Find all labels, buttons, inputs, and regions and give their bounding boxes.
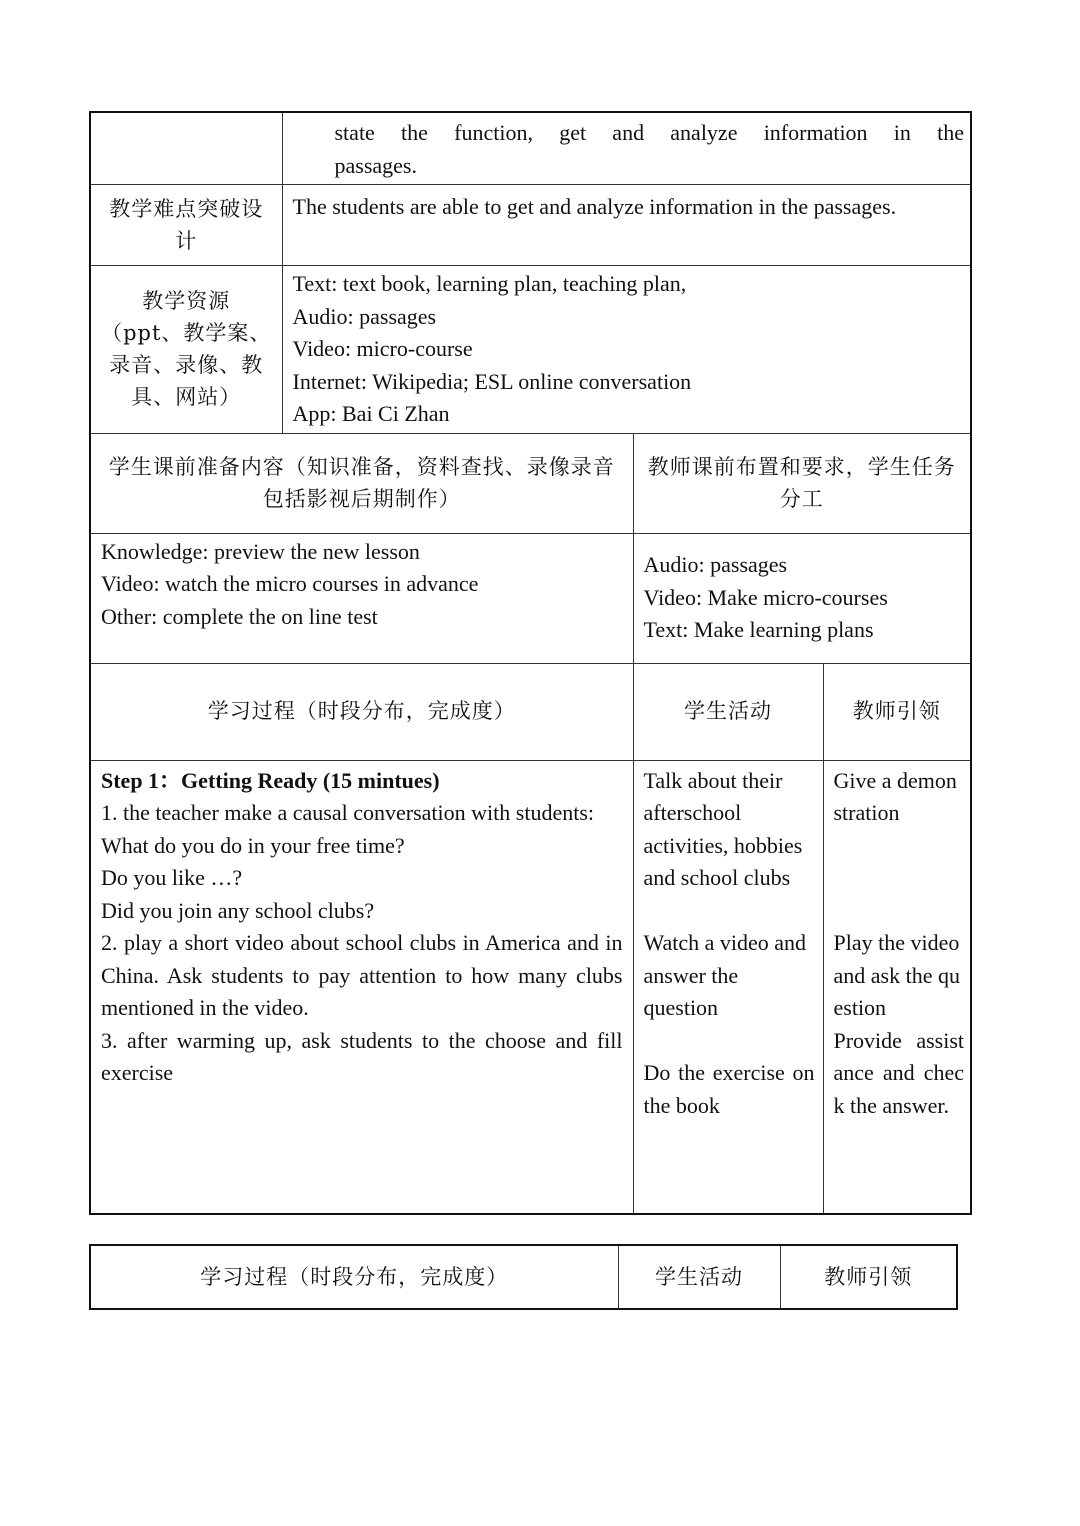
spacer — [644, 1025, 815, 1058]
lesson-plan-table — [89, 111, 972, 1215]
teacher-guidance-header: 教师引领 — [823, 663, 971, 760]
process-header: 学习过程（时段分布，完成度） — [90, 1245, 618, 1309]
student-activity-item: Do the exercise on the book — [643, 1060, 815, 1118]
resource-item: Video: micro-course — [292, 336, 473, 361]
objective-continuation-row — [90, 112, 971, 185]
resource-item: Text: text book, learning plan, teaching plan, — [292, 271, 687, 296]
step1-line: 1. the teacher make a causal conversation with students: — [101, 800, 594, 825]
empty-label-cell — [90, 112, 282, 185]
spacer — [834, 862, 965, 895]
resources-label-line-1: 教学资源 — [142, 289, 231, 314]
student-prep-item: Other: complete the on line test — [101, 603, 378, 629]
process-header-row — [90, 663, 971, 760]
step1-line: Do you like …? — [101, 865, 243, 890]
teacher-prep-item: Audio: passages — [643, 552, 788, 578]
step1-line: 2. play a short video about school clubs in America and in China. Ask students to pay attention to how many clubs mentioned in the video. — [101, 930, 623, 1020]
step1-teacher-guidance — [823, 760, 971, 1214]
student-activity-item: Talk about their afterschool activities, hobbies and school clubs — [643, 767, 803, 890]
resource-item: Internet: Wikipedia; ESL online conversation — [292, 368, 692, 394]
student-prep-item: Video: watch the micro courses in advance — [101, 571, 479, 596]
prep-header-row — [90, 433, 971, 533]
teacher-guidance-item: Play the video and ask the question — [833, 930, 960, 1020]
step1-row — [90, 760, 971, 1214]
resources-row — [90, 266, 971, 434]
step1-process — [90, 760, 633, 1214]
process-header-table — [89, 1244, 958, 1310]
teacher-prep-header: 教师课前布置和要求，学生任务分工 — [633, 433, 971, 533]
student-activity-item: Watch a video and answer the question — [643, 930, 807, 1020]
step1-line: What do you do in your free time? — [101, 832, 405, 858]
teacher-guidance-item: Provide assistance and check the answer. — [833, 1027, 965, 1118]
student-prep-header: 学生课前准备内容（知识准备，资料查找、录像录音包括影视后期制作） — [90, 433, 633, 533]
teacher-guidance-header: 教师引领 — [780, 1245, 957, 1309]
objective-continuation-cell — [282, 112, 971, 185]
difficulty-label: 教学难点突破设计 — [90, 185, 282, 266]
difficulty-text: The students are able to get and analyze information in the passages. — [282, 185, 971, 266]
teacher-guidance-item: Give a demonstration — [833, 767, 957, 825]
resource-item: Audio: passages — [292, 303, 437, 329]
objective-line-2: passages. — [334, 152, 417, 178]
spacer — [644, 895, 815, 928]
teacher-prep-item: Text: Make learning plans — [643, 617, 874, 643]
objective-line-1: state the function, get and analyze information in the — [334, 120, 965, 145]
student-activity-header: 学生活动 — [633, 663, 823, 760]
process-header-row-2 — [90, 1245, 957, 1309]
step1-line: Did you join any school clubs? — [101, 897, 375, 923]
student-prep-item: Knowledge: preview the new lesson — [101, 538, 420, 564]
teacher-prep-item: Video: Make micro-courses — [643, 584, 888, 610]
resources-label-line-3: 录音、录像、教 — [109, 353, 264, 378]
difficulty-row — [90, 185, 971, 266]
student-activity-header: 学生活动 — [618, 1245, 780, 1309]
step1-line: 3. after warming up, ask students to the choose and fill exercise — [101, 1027, 623, 1085]
teacher-prep-content — [633, 533, 971, 663]
resources-label — [90, 266, 282, 434]
process-header: 学习过程（时段分布，完成度） — [90, 663, 633, 760]
resources-label-line-4: 具、网站） — [131, 385, 242, 410]
step1-title: Step 1：Getting Ready (15 mintues) — [101, 767, 440, 793]
student-prep-content — [90, 533, 633, 663]
resource-item: App: Bai Ci Zhan — [292, 401, 450, 426]
spacer — [834, 830, 965, 863]
spacer — [834, 895, 965, 928]
resources-list — [282, 266, 971, 434]
step1-student-activities — [633, 760, 823, 1214]
prep-content-row — [90, 533, 971, 663]
resources-label-line-2: （ppt、教学案、 — [101, 321, 272, 346]
